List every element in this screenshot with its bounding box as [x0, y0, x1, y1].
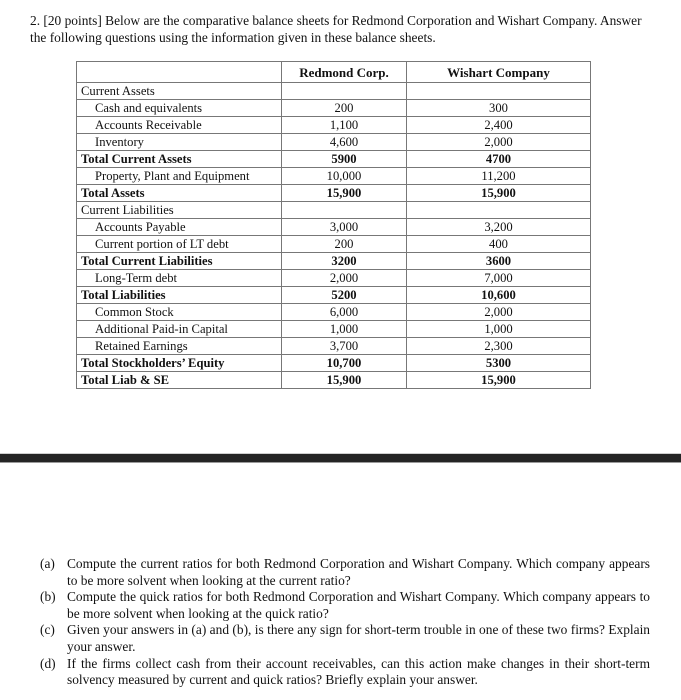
table-row [77, 321, 591, 338]
table-row [77, 270, 591, 287]
row-label: Total Current Liabilities [77, 253, 282, 270]
table-header-row [77, 62, 591, 83]
redmond-value: 5200 [282, 287, 407, 304]
wishart-value: 300 [407, 100, 591, 117]
redmond-value: 4,600 [282, 134, 407, 151]
row-label: Total Liabilities [77, 287, 282, 304]
redmond-value: 10,000 [282, 168, 407, 185]
wishart-value: 2,400 [407, 117, 591, 134]
row-label: Additional Paid-in Capital [77, 321, 282, 338]
wishart-value: 5300 [407, 355, 591, 372]
wishart-value: 7,000 [407, 270, 591, 287]
row-label: Property, Plant and Equipment [77, 168, 282, 185]
header-redmond: Redmond Corp. [282, 62, 407, 83]
wishart-value: 2,000 [407, 134, 591, 151]
row-label: Long-Term debt [77, 270, 282, 287]
redmond-value: 10,700 [282, 355, 407, 372]
wishart-value: 15,900 [407, 185, 591, 202]
table-row [77, 168, 591, 185]
question-item [30, 589, 650, 622]
table-row [77, 219, 591, 236]
wishart-value: 3,200 [407, 219, 591, 236]
table-row [77, 287, 591, 304]
wishart-value: 2,000 [407, 304, 591, 321]
redmond-value [282, 83, 407, 100]
wishart-value [407, 202, 591, 219]
redmond-value [282, 202, 407, 219]
row-label: Retained Earnings [77, 338, 282, 355]
wishart-value: 10,600 [407, 287, 591, 304]
question-text: Given your answers in (a) and (b), is there any sign for short-term trouble in one of these two firms? Explain your answer. [67, 622, 650, 654]
table-row [77, 372, 591, 389]
table-row [77, 151, 591, 168]
redmond-value: 1,100 [282, 117, 407, 134]
table-row [77, 185, 591, 202]
header-wishart: Wishart Company [407, 62, 591, 83]
row-label: Current Liabilities [77, 202, 282, 219]
wishart-value: 400 [407, 236, 591, 253]
wishart-value: 15,900 [407, 372, 591, 389]
redmond-value: 15,900 [282, 185, 407, 202]
row-label: Total Liab & SE [77, 372, 282, 389]
row-label: Total Current Assets [77, 151, 282, 168]
problem-intro: 2. [20 points] Below are the comparative balance sheets for Redmond Corporation and Wishart Company. Answer the following questions using the information given in these balance sheets. [30, 13, 642, 45]
question-item [30, 622, 650, 655]
question-item [30, 656, 650, 689]
table-row [77, 304, 591, 321]
question-marker: (d) [40, 655, 56, 671]
wishart-value: 4700 [407, 151, 591, 168]
redmond-value: 3200 [282, 253, 407, 270]
wishart-value: 1,000 [407, 321, 591, 338]
section-divider [0, 453, 681, 463]
header-blank [77, 62, 282, 83]
redmond-value: 2,000 [282, 270, 407, 287]
redmond-value: 5900 [282, 151, 407, 168]
question-marker: (b) [40, 589, 56, 605]
redmond-value: 15,900 [282, 372, 407, 389]
redmond-value: 3,000 [282, 219, 407, 236]
table-row [77, 100, 591, 117]
row-label: Current portion of LT debt [77, 236, 282, 253]
table-row [77, 83, 591, 100]
table-row [77, 117, 591, 134]
row-label: Cash and equivalents [77, 100, 282, 117]
wishart-value: 3600 [407, 253, 591, 270]
row-label: Accounts Payable [77, 219, 282, 236]
row-label: Total Stockholders’ Equity [77, 355, 282, 372]
table-row [77, 355, 591, 372]
question-marker: (a) [40, 556, 55, 571]
row-label: Current Assets [77, 83, 282, 100]
table-row [77, 338, 591, 355]
balance-sheet-table [76, 61, 591, 389]
row-label: Inventory [77, 134, 282, 151]
question-item [30, 556, 650, 589]
wishart-value [407, 83, 591, 100]
table-row [77, 202, 591, 219]
row-label: Total Assets [77, 185, 282, 202]
wishart-value: 2,300 [407, 338, 591, 355]
wishart-value: 11,200 [407, 168, 591, 185]
redmond-value: 200 [282, 100, 407, 117]
redmond-value: 6,000 [282, 304, 407, 321]
question-marker: (c) [40, 622, 55, 638]
question-text: Compute the current ratios for both Redmond Corporation and Wishart Company. Which company appears to be more solvent when looking at the current ratio? [67, 556, 650, 588]
table-row [77, 253, 591, 270]
redmond-value: 200 [282, 236, 407, 253]
question-text: Compute the quick ratios for both Redmond Corporation and Wishart Company. Which company appears to be more solvent when looking at the quick ratio? [67, 589, 650, 621]
table-row [77, 236, 591, 253]
question-text: If the firms collect cash from their account receivables, can this action make changes in their short-term solvency measured by current and quick ratios? Briefly explain your answer. [67, 655, 650, 688]
question-list [30, 556, 650, 689]
table-row [77, 134, 591, 151]
row-label: Common Stock [77, 304, 282, 321]
table-body [77, 83, 591, 389]
row-label: Accounts Receivable [77, 117, 282, 134]
redmond-value: 3,700 [282, 338, 407, 355]
redmond-value: 1,000 [282, 321, 407, 338]
